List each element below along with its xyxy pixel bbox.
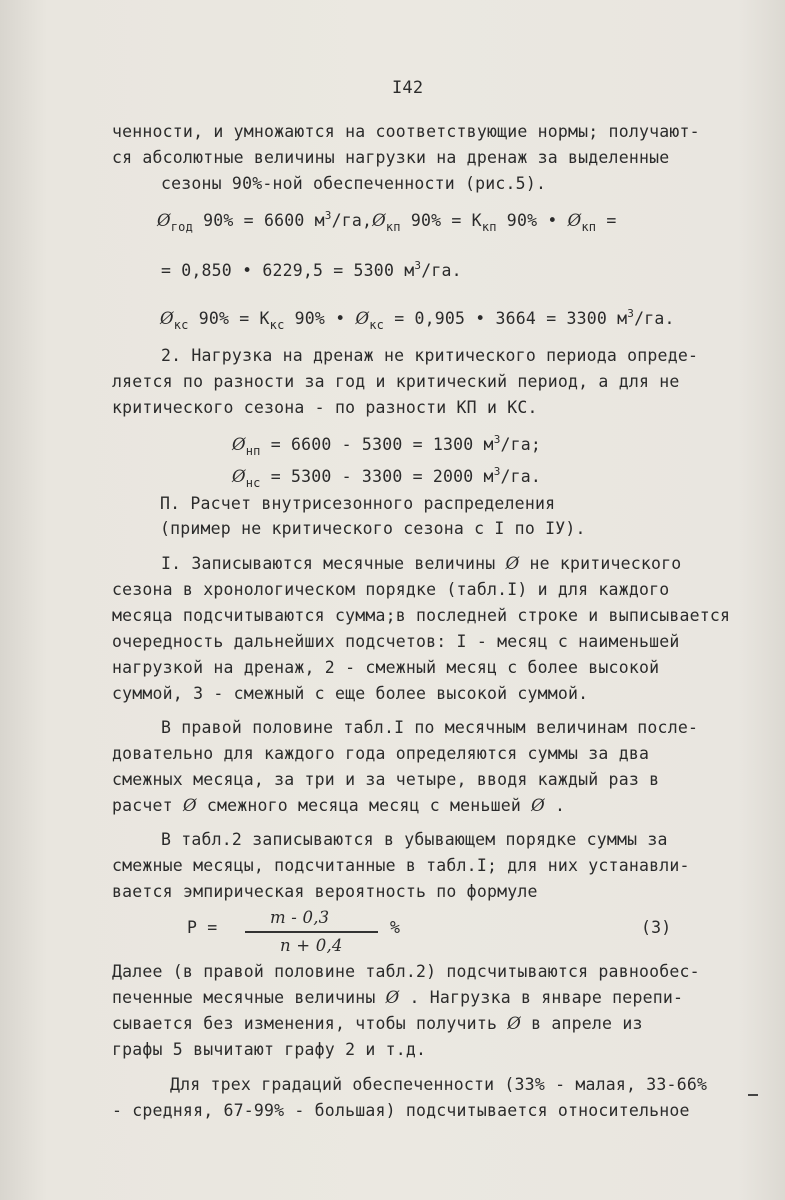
superscript: 3 — [493, 433, 501, 446]
formula-text: 90% • — [284, 309, 356, 328]
subscript: кс — [269, 318, 285, 332]
subscript: нп — [245, 444, 261, 458]
text-line: довательно для каждого года определяются суммы за два — [112, 744, 650, 763]
page-number: I42 — [392, 78, 424, 98]
formula-p-denominator: n + 0,4 — [280, 936, 343, 955]
formula-noncritical-period — [232, 430, 541, 461]
text-fragment: печенные месячные величины — [112, 988, 376, 1007]
drainage-symbol: Ø — [355, 309, 370, 328]
formula-critical-period — [161, 256, 462, 281]
text-line: ченности, и умножаются на соответствующие нормы; получают- — [112, 122, 700, 141]
drainage-symbol: Ø — [505, 554, 520, 573]
text-fragment: I. Записываются месячные величины — [161, 554, 496, 573]
formula-text: 90% = 6600 м — [193, 211, 325, 230]
formula-text: = 6600 - 5300 = 1300 м — [260, 435, 494, 454]
text-fragment: не критического — [529, 554, 682, 573]
superscript: 3 — [627, 307, 635, 320]
text-line: сезоны 90%-ной обеспеченности (рис.5). — [161, 174, 547, 193]
text-line: сезона в хронологическом порядке (табл.I) и для каждого — [112, 580, 670, 599]
subscript: кп — [581, 220, 597, 234]
text-line — [161, 554, 681, 574]
formula-text: /га; — [500, 435, 542, 454]
text-line: графы 5 вычитают графу 2 и т.д. — [112, 1040, 427, 1059]
formula-text: = — [596, 211, 617, 230]
formula-text: /га, — [331, 211, 373, 230]
formula-noncritical-season — [232, 462, 541, 493]
subscript: кс — [173, 318, 189, 332]
superscript: 3 — [414, 259, 422, 272]
text-line: ся абсолютные величины нагрузки на дренаж за выделенные — [112, 148, 670, 167]
formula-text: = 0,850 • 6229,5 = 5300 м — [161, 261, 415, 280]
formula-text: = 0,905 • 3664 = 3300 м — [384, 309, 628, 328]
text-line: смежных месяца, за три и за четыре, вводя каждый раз в — [112, 770, 660, 789]
formula-annual-load — [157, 206, 616, 237]
formula-p-label: P = — [187, 918, 218, 937]
formula-text: 90% = К — [188, 309, 270, 328]
text-line: смежные месяцы, подсчитанные в табл.I; для них устанавли- — [112, 856, 690, 875]
text-fragment: . Нагрузка в январе перепи- — [409, 988, 684, 1007]
text-fragment: сывается без изменения, чтобы получить — [112, 1014, 498, 1033]
text-line: ляется по разности за год и критический период, а для не — [112, 372, 680, 391]
superscript: 3 — [324, 209, 332, 222]
subscript: год — [170, 220, 194, 234]
text-line: суммой, 3 - смежный с еще более высокой суммой. — [112, 684, 589, 703]
subscript: нс — [245, 476, 261, 490]
text-line: нагрузкой на дренаж, 2 - смежный месяц с более высокой — [112, 658, 660, 677]
text-line: В правой половине табл.I по месячным величинам после- — [161, 718, 699, 737]
formula-p-numerator: m - 0,3 — [270, 908, 330, 927]
drainage-symbol: Ø — [157, 211, 171, 230]
text-line — [112, 1014, 643, 1034]
formula-text: /га. — [421, 261, 462, 280]
drainage-symbol: Ø — [531, 796, 545, 815]
text-fragment: в апреле из — [531, 1014, 643, 1033]
text-line: Для трех градаций обеспеченности (33% - малая, 33-66% — [170, 1075, 708, 1094]
subscript: кс — [369, 318, 385, 332]
formula-text: 90% = К — [400, 211, 482, 230]
subscript: кп — [481, 220, 497, 234]
equation-number: (3) — [641, 918, 672, 937]
text-line: В табл.2 записываются в убывающем порядке суммы за — [161, 830, 668, 849]
formula-text: /га. — [634, 309, 675, 328]
superscript: 3 — [493, 465, 501, 478]
text-line: вается эмпирическая вероятность по формуле — [112, 882, 538, 901]
formula-text: /га. — [500, 467, 542, 486]
text-fragment: расчет — [112, 796, 173, 815]
drainage-symbol: Ø — [160, 309, 174, 328]
drainage-symbol: Ø — [372, 211, 386, 230]
text-line — [112, 988, 683, 1008]
section-subheading: (пример не критического сезона с I по IУ). — [160, 519, 586, 538]
text-line: - средняя, 67-99% - большая) подсчитывается относительное — [112, 1101, 690, 1120]
drainage-symbol: Ø — [232, 467, 246, 486]
text-line: Далее (в правой половине табл.2) подсчитываются равнообес- — [112, 962, 700, 981]
text-line: 2. Нагрузка на дренаж не критического периода опреде- — [161, 346, 699, 365]
drainage-symbol: Ø — [385, 988, 400, 1007]
drainage-symbol: Ø — [182, 796, 197, 815]
text-fragment: смежного месяца месяц с меньшей — [206, 796, 521, 815]
text-line — [112, 796, 565, 816]
drainage-symbol: Ø — [507, 1014, 521, 1033]
formula-p-percent: % — [390, 918, 401, 937]
formula-text: 90% • — [496, 211, 568, 230]
margin-mark — [748, 1094, 758, 1096]
text-fragment: . — [555, 796, 566, 815]
text-line: очередность дальнейших подсчетов: I - месяц с наименьшей — [112, 632, 680, 651]
section-heading: П. Расчет внутрисезонного распределения — [160, 494, 556, 513]
fraction-line — [245, 931, 378, 933]
drainage-symbol: Ø — [567, 211, 582, 230]
formula-text: = 5300 - 3300 = 2000 м — [260, 467, 494, 486]
text-line: критического сезона - по разности КП и КС. — [112, 398, 538, 417]
subscript: кп — [385, 220, 401, 234]
drainage-symbol: Ø — [232, 435, 246, 454]
formula-critical-season — [160, 304, 675, 335]
text-line: месяца подсчитываются сумма;в последней строке и выписывается — [112, 606, 731, 625]
